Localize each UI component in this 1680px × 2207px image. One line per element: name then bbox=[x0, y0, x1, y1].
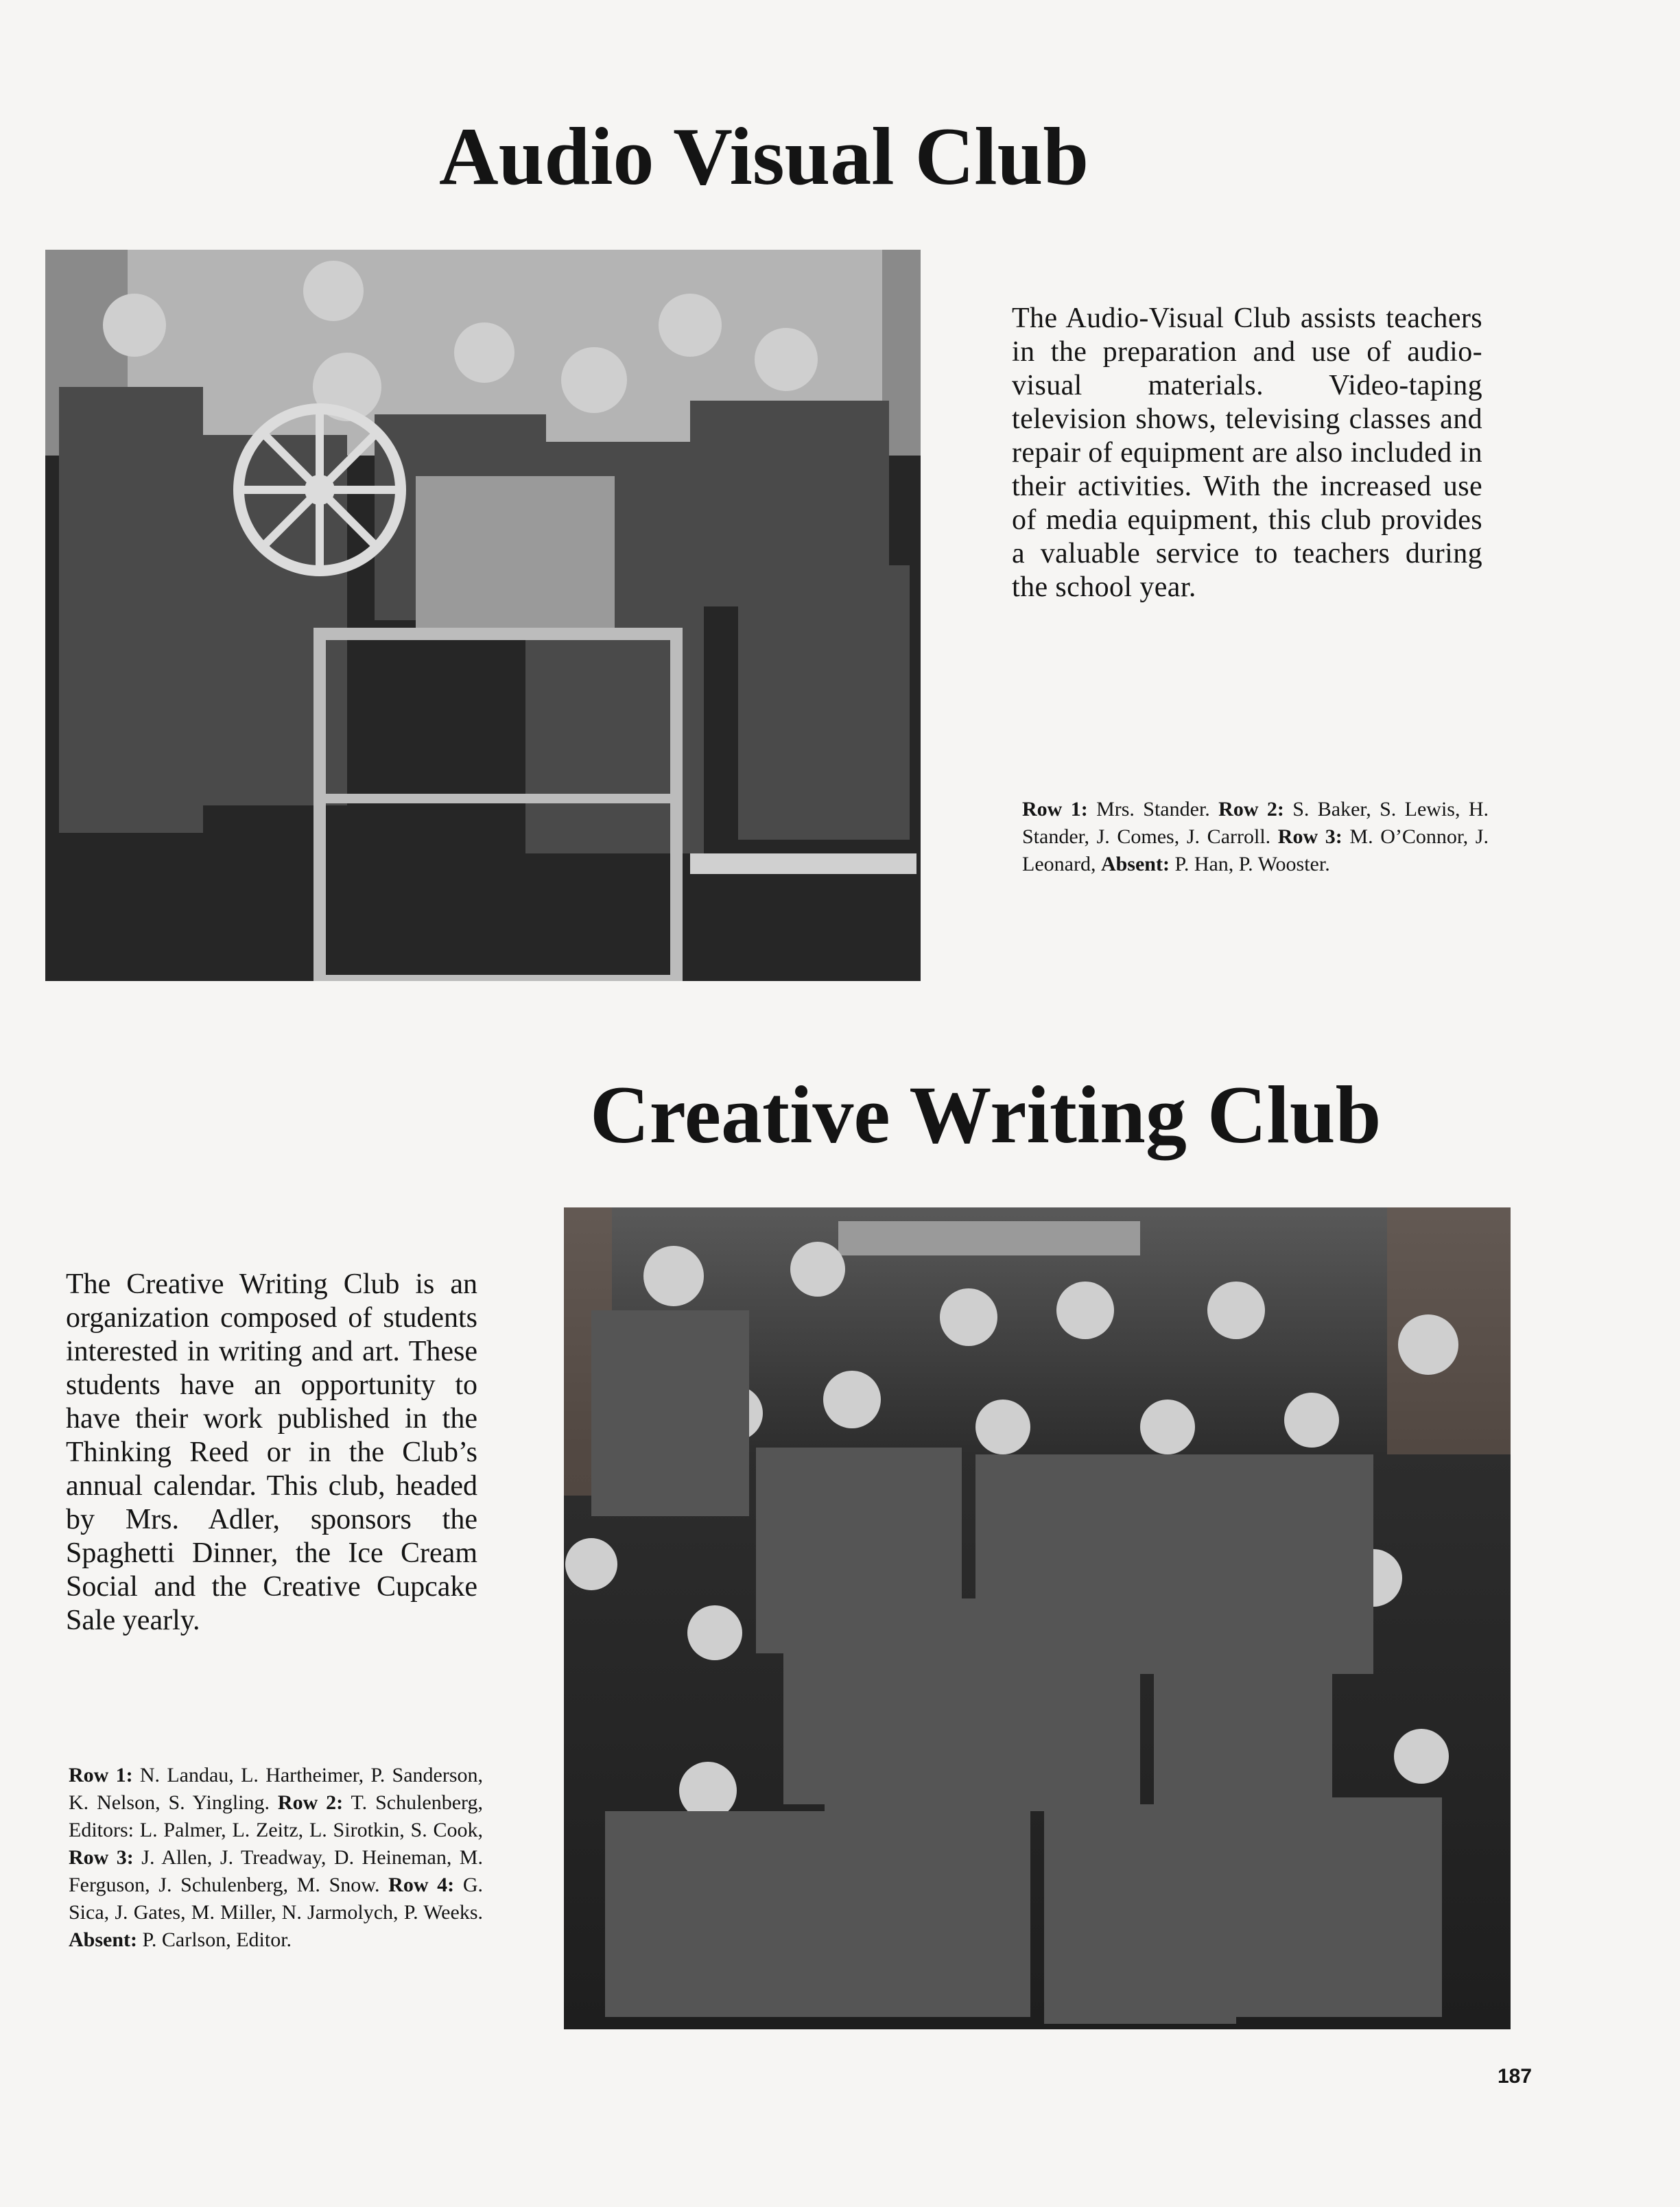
audio-visual-club-photo bbox=[45, 250, 921, 981]
caption-row-label: Row 3: bbox=[69, 1846, 134, 1869]
caption-names: M. O’Connor, J. Leonard, bbox=[1022, 825, 1489, 875]
caption-names: J. Allen, J. Treadway, D. Heineman, M. Ferguson, J. Schulenberg, M. Snow. bbox=[69, 1846, 483, 1896]
caption-names: P. Carlson, Editor. bbox=[137, 1928, 292, 1951]
caption-row-label: Row 1: bbox=[69, 1764, 133, 1786]
caption-row-label: Row 4: bbox=[388, 1874, 455, 1896]
caption-absent-label: Absent: bbox=[69, 1928, 138, 1951]
creative-writing-photo-illustration bbox=[564, 1207, 1511, 2029]
caption-absent-label: Absent: bbox=[1100, 853, 1170, 875]
caption-names: Mrs. Stander. bbox=[1087, 798, 1219, 821]
creative-writing-club-title: Creative Writing Club bbox=[590, 1069, 1382, 1160]
caption-names: T. Schulenberg, Editors: L. Palmer, L. Zeitz, L. Sirotkin, S. Cook, bbox=[69, 1791, 483, 1841]
audio-visual-club-title: Audio Visual Club bbox=[439, 110, 1089, 202]
caption-row-label: Row 1: bbox=[1022, 798, 1088, 821]
creative-writing-club-description: The Creative Writing Club is an organization composed of students interested in writing and art. These students have an opportunity to have their work published in the Thinking Reed or in the Club’s annual calendar. This club, headed by Mrs. Adler, sponsors the Spaghetti Dinner, the Ice Cream Social and the Creative Cupcake Sale yearly. bbox=[66, 1268, 477, 1636]
caption-row-label: Row 2: bbox=[1218, 798, 1284, 821]
caption-names: N. Landau, L. Hartheimer, P. Sanderson, K. Nelson, S. Yingling. bbox=[69, 1764, 483, 1814]
caption-names: S. Baker, S. Lewis, H. Stander, J. Comes, J. Carroll. bbox=[1022, 798, 1489, 848]
creative-writing-club-caption bbox=[69, 1762, 483, 1954]
audio-visual-club-caption bbox=[1022, 796, 1489, 878]
creative-writing-club-photo bbox=[564, 1207, 1511, 2029]
audio-visual-club-description: The Audio-Visual Club assists teachers in the preparation and use of audio-visual materials. Video-taping television shows, televising classes and repair of equipment are also included in their activities. With the increased use of media equipment, this club provides a valuable service to teachers during the school year. bbox=[1012, 303, 1482, 603]
caption-names: G. Sica, J. Gates, M. Miller, N. Jarmolych, P. Weeks. bbox=[69, 1874, 483, 1924]
caption-names: P. Han, P. Wooster. bbox=[1169, 853, 1330, 875]
audio-visual-photo-illustration bbox=[45, 250, 921, 981]
caption-row-label: Row 2: bbox=[277, 1791, 344, 1814]
page-number: 187 bbox=[1498, 2065, 1533, 2088]
caption-row-label: Row 3: bbox=[1277, 825, 1342, 848]
